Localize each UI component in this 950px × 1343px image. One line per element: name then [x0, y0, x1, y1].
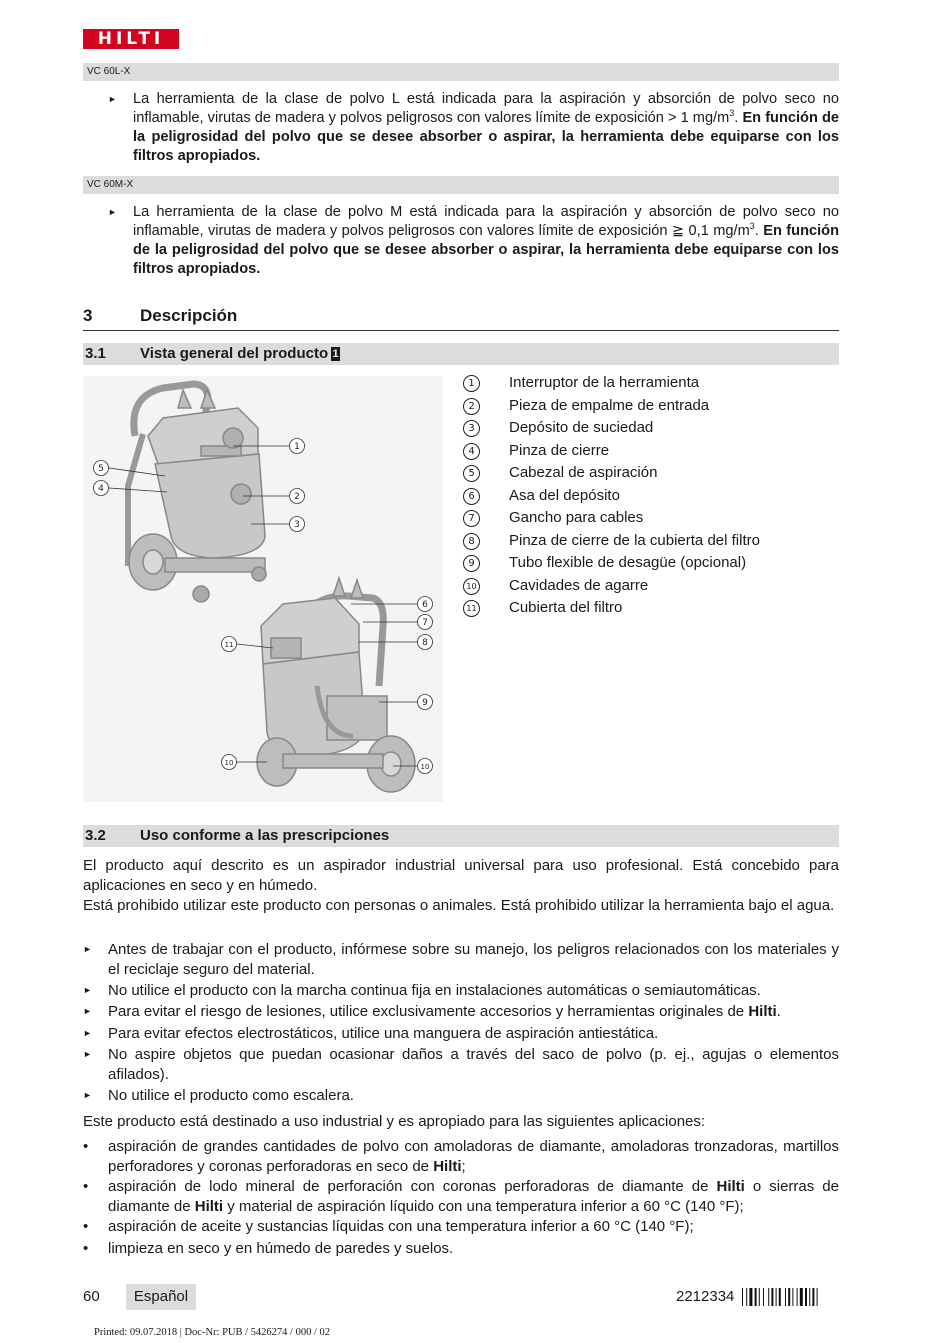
logo-text: HILTI — [97, 29, 165, 49]
warning-text-end: . — [776, 1003, 781, 1020]
legend-label: Interruptor de la herramienta — [509, 374, 700, 391]
legend-item — [463, 440, 839, 463]
section-title: Uso conforme a las prescripciones — [140, 827, 390, 844]
period: . — [754, 223, 759, 239]
barcode-icon — [742, 1288, 839, 1306]
application-text: aspiración de lodo mineral de perforación con coronas perforadoras de diamante de — [108, 1178, 717, 1195]
legend-item — [463, 462, 839, 485]
dust-class-text: La herramienta de la clase de polvo L está indicada para la aspiración y absorción de polvo seco no inflamable, virutas de madera y polvos peligrosos con valores límite de exposición > 1 mg/m — [133, 91, 839, 126]
svg-text:8: 8 — [422, 638, 428, 648]
warning-text: Para evitar efectos electrostáticos, utilice una manguera de aspiración antiestática. — [108, 1025, 659, 1042]
legend-number: 4 — [463, 443, 480, 460]
brand-name: Hilti — [194, 1197, 224, 1215]
application-text: limpieza en seco y en húmedo de paredes y suelos. — [108, 1240, 454, 1257]
legend-label: Cubierta del filtro — [509, 599, 623, 616]
application-item — [83, 1177, 839, 1216]
vacuum-illustration — [83, 376, 443, 802]
legend-item — [463, 417, 839, 440]
legend-item — [463, 552, 839, 575]
model-bar-m — [83, 176, 839, 194]
application-text-end: ; — [461, 1157, 466, 1175]
page-number: 60 — [83, 1288, 100, 1305]
intro-paragraph-1: El producto aquí descrito es un aspirador industrial universal para uso profesional. Está concebido para aplicaciones en seco y en húmedo. — [83, 857, 839, 894]
legend-item — [463, 395, 839, 418]
legend-number: 7 — [463, 510, 480, 527]
legend-label: Pinza de cierre de la cubierta del filtro — [509, 531, 760, 549]
arrow-bullet-icon: ► — [83, 985, 92, 995]
svg-text:3: 3 — [294, 520, 300, 530]
superscript: 3 — [749, 221, 755, 232]
bullet-dot-icon: • — [83, 1240, 89, 1257]
warning-text: Para evitar el riesgo de lesiones, utilice exclusivamente accesorios y herramientas originales de — [108, 1003, 749, 1020]
legend-item — [463, 597, 839, 620]
legend-label: Asa del depósito — [509, 486, 620, 504]
section-number: 3.2 — [85, 827, 106, 844]
warning-item — [83, 940, 839, 979]
legend-item — [463, 507, 839, 530]
legend-number: 1 — [463, 375, 480, 392]
chapter-title: Descripción — [140, 306, 238, 325]
legend-label: Cavidades de agarre — [509, 576, 649, 594]
legend-number: 6 — [463, 488, 480, 505]
svg-text:5: 5 — [98, 464, 104, 474]
dust-class-l-item — [108, 90, 839, 166]
application-text: y material de aspiración líquido con una temperatura inferior a 60 °C (140 °F); — [223, 1197, 744, 1215]
hilti-logo — [83, 29, 179, 49]
brand-name: Hilti — [748, 1003, 777, 1020]
language-tab: Español — [126, 1284, 196, 1310]
application-item — [83, 1239, 839, 1259]
arrow-bullet-icon: ► — [108, 94, 117, 104]
filter-warning: En función de la peligrosidad del polvo que se desee absorber o aspirar, la herramienta debe equiparse con los filtros apropiados. — [133, 223, 839, 277]
legend-number: 9 — [463, 555, 480, 572]
dust-class-text: La herramienta de la clase de polvo M está indicada para la aspiración y absorción de polvo seco no inflamable, virutas de madera y polvos peligrosos con valores límite de exposición ≧ 0,1 mg/m — [133, 204, 839, 239]
legend-label: Pinza de cierre — [509, 441, 610, 459]
legend-label: Pieza de empalme de entrada — [509, 396, 710, 414]
arrow-bullet-icon: ► — [108, 207, 117, 217]
arrow-bullet-icon: ► — [83, 1049, 92, 1059]
svg-text:11: 11 — [224, 641, 234, 649]
section-heading-intended-use — [83, 825, 839, 847]
chapter-heading — [83, 305, 839, 331]
legend-item — [463, 530, 839, 553]
bullet-dot-icon: • — [83, 1178, 89, 1195]
brand-name: Hilti — [433, 1157, 462, 1175]
legend-label: Depósito de suciedad — [509, 419, 654, 436]
dust-class-m-item — [108, 203, 839, 279]
section-number: 3.1 — [85, 345, 106, 362]
application-text: o sierras de diamante de — [108, 1178, 839, 1215]
warning-text: No utilice el producto con la marcha continua fija en instalaciones automáticas o semiautomáticas. — [108, 982, 761, 999]
legend-item — [463, 372, 839, 395]
bullet-dot-icon: • — [83, 1138, 89, 1155]
intro-paragraph-2: Está prohibido utilizar este producto con personas o animales. Está prohibido utilizar la herramienta bajo el agua. — [83, 897, 835, 914]
legend-label: Cabezal de aspiración — [509, 464, 658, 481]
legend-item — [463, 485, 839, 508]
application-item — [83, 1137, 839, 1176]
legend-number: 5 — [463, 465, 480, 482]
warning-item — [83, 1024, 839, 1044]
arrow-bullet-icon: ► — [83, 1028, 92, 1038]
warning-text: No aspire objetos que puedan ocasionar daños a través del saco de polvo (p. ej., agujas o elementos afilados). — [108, 1046, 839, 1083]
application-text: aspiración de aceite y sustancias líquidas con una temperatura inferior a 60 °C (140 °F); — [108, 1218, 694, 1235]
period: . — [734, 110, 739, 126]
legend-label: Gancho para cables — [509, 509, 644, 526]
warning-item — [83, 981, 839, 1001]
application-item — [83, 1217, 839, 1237]
svg-text:10: 10 — [224, 759, 234, 767]
legend-number: 11 — [463, 600, 480, 617]
svg-text:2: 2 — [294, 492, 300, 502]
warning-text: No utilice el producto como escalera. — [108, 1087, 354, 1104]
legend-number: 2 — [463, 398, 480, 415]
print-info: Printed: 09.07.2018 | Doc-Nr: PUB / 5426274 / 000 / 02 — [94, 1327, 331, 1338]
legend-number: 10 — [463, 578, 480, 595]
arrow-bullet-icon: ► — [83, 1090, 92, 1100]
application-text: aspiración de grandes cantidades de polvo con amoladoras de diamante, amoladoras tronzadoras, martillos perforadores y coronas perforadoras en seco de — [108, 1138, 839, 1175]
svg-text:9: 9 — [422, 698, 428, 708]
brand-name: Hilti — [716, 1178, 745, 1195]
section-heading-overview — [83, 343, 839, 365]
arrow-bullet-icon: ► — [83, 1006, 92, 1016]
legend-item — [463, 575, 839, 598]
figure-legend — [463, 372, 839, 620]
model-bar-l — [83, 63, 839, 81]
legend-label: Tubo flexible de desagüe (opcional) — [509, 554, 747, 571]
legend-number: 3 — [463, 420, 480, 437]
model-label: VC 60L-X — [87, 66, 131, 77]
warning-text: Antes de trabajar con el producto, infórmese sobre su manejo, los peligros relacionados con los materiales y el reciclaje seguro del material. — [108, 941, 839, 978]
bullet-dot-icon: • — [83, 1218, 89, 1235]
section-title: Vista general del producto — [140, 345, 329, 362]
warning-item — [83, 1002, 839, 1022]
document-number: 2212334 — [676, 1288, 735, 1305]
arrow-bullet-icon: ► — [83, 944, 92, 954]
model-label: VC 60M-X — [87, 179, 134, 190]
svg-text:10: 10 — [420, 763, 430, 771]
warning-item — [83, 1045, 839, 1084]
figure-reference: 1 — [332, 348, 339, 360]
svg-text:7: 7 — [422, 618, 428, 628]
applications-intro: Este producto está destinado a uso industrial y es apropiado para las siguientes aplicaciones: — [83, 1113, 706, 1130]
svg-text:4: 4 — [98, 484, 104, 494]
superscript: 3 — [729, 108, 735, 119]
svg-text:1: 1 — [294, 442, 300, 452]
svg-text:6: 6 — [422, 600, 428, 610]
chapter-number: 3 — [83, 306, 93, 325]
warning-item — [83, 1086, 839, 1106]
filter-warning: En función de la peligrosidad del polvo que se desee absorber o aspirar, la herramienta debe equiparse con los filtros apropiados. — [133, 110, 839, 164]
legend-number: 8 — [463, 533, 480, 550]
